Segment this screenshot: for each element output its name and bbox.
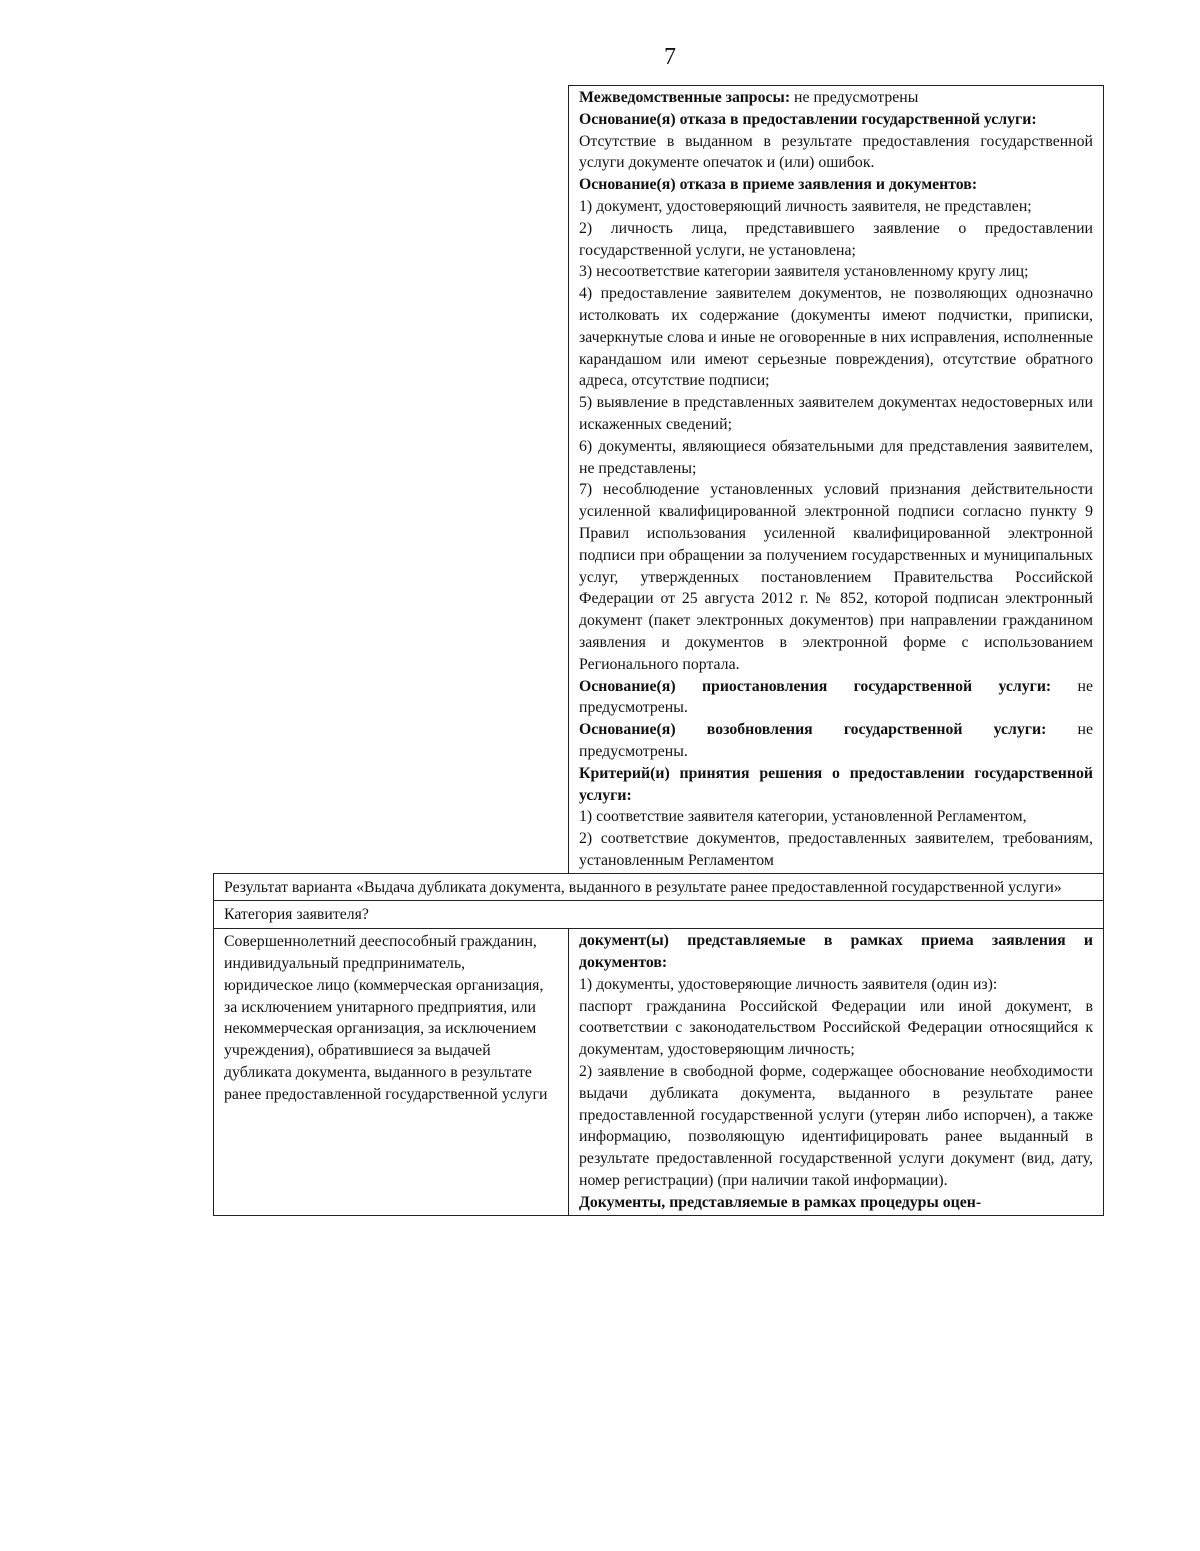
paragraph — [579, 218, 1093, 262]
paragraph-text: 1) документ, удостоверяющий личность заявителя, не представлен; — [579, 197, 1032, 215]
page-number: 7 — [664, 44, 676, 70]
empty-left-cell — [214, 86, 569, 874]
paragraph-heading: Основание(я) отказа в приеме заявления и документов: — [579, 176, 978, 194]
table-row — [214, 901, 1104, 929]
paragraph-text: 1) документы, удостоверяющие личность заявителя (один из): — [579, 975, 998, 993]
paragraph — [579, 763, 1093, 807]
paragraph — [579, 676, 1093, 720]
paragraph-heading: Документы, представляемые в рамках процедуры оцен- — [579, 1193, 982, 1211]
paragraph — [579, 196, 1093, 218]
grounds-list — [579, 87, 1093, 872]
paragraph-text: 1) соответствие заявителя категории, установленной Регламентом, — [579, 808, 1027, 826]
paragraph — [579, 392, 1093, 436]
paragraph — [579, 131, 1093, 175]
paragraph — [579, 1061, 1093, 1192]
paragraph-text: не предусмотрены. — [579, 721, 1093, 760]
paragraph — [579, 996, 1093, 1061]
applicant-category-cell — [214, 929, 569, 1215]
paragraph-text: 2) заявление в свободной форме, содержащее обоснование необходимости выдачи дубликата документа, выданного в результате ранее предоставленной государственной услуги (утерян либо испорчен), а также информацию, позволяющую идентифицировать ранее выданный в результате предоставленной государственной услуги документ (вид, дату, номер регистрации) (при наличии такой информации). — [579, 1063, 1093, 1190]
paragraph — [579, 806, 1093, 828]
paragraph-text: 4) предоставление заявителем документов, не позволяющих однозначно истолковать их содержание (документы имеют подчистки, приписки, зачеркнутые слова и иные не оговоренные в них исправления, исполненные карандашом или имеют серьезные повреждения), отсутствие обратного адреса, отсутствие подписи; — [579, 285, 1093, 390]
paragraph-heading: Основание(я) приостановления государственной услуги: — [579, 677, 1052, 695]
paragraph-text: не предусмотрены — [790, 89, 919, 106]
paragraph-text: не предусмотрены. — [579, 677, 1093, 717]
grounds-cell — [569, 86, 1104, 874]
paragraph — [579, 109, 1093, 131]
paragraph-text: 2) личность лица, представившего заявление о предоставлении государственной услуги, не установлена; — [579, 219, 1093, 259]
table-row — [214, 929, 1104, 1215]
service-variant-table — [213, 85, 1104, 1216]
paragraph — [579, 436, 1093, 480]
paragraph — [579, 174, 1093, 196]
paragraph — [579, 261, 1093, 283]
paragraph-text: Отсутствие в выданном в результате предоставления государственной услуги документе опечаток и (или) ошибок. — [579, 132, 1093, 172]
paragraph-heading: Критерий(и) принятия решения о предоставлении государственной услуги: — [579, 764, 1093, 804]
paragraph — [579, 974, 1093, 996]
paragraph — [579, 828, 1093, 872]
paragraph — [579, 87, 1093, 109]
paragraph — [579, 930, 1093, 974]
paragraph — [579, 1192, 1093, 1214]
paragraph — [579, 479, 1093, 675]
paragraph-heading: документ(ы) представляемые в рамках приема заявления и документов: — [579, 932, 1093, 972]
paragraph-text: 2) соответствие документов, предоставленных заявителем, требованиям, установленным Регламентом — [579, 830, 1093, 869]
documents-list — [579, 930, 1093, 1213]
paragraph-text: 7) несоблюдение установленных условий признания действительности усиленной квалифицированной электронной подписи согласно пункту 9 Правил использования усиленной квалифицированной электронной подписи при обращении за получением государственных и муниципальных услуг, утвержденных постановлением Правительства Российской Федерации от 25 августа 2012 г. № 852, которой подписан электронный документ (пакет электронных документов) при направлении гражданином заявления и документов в электронной форме с использованием Регионального портала. — [579, 481, 1093, 673]
table-row — [214, 873, 1104, 901]
paragraph-heading: Основание(я) возобновления государственной услуги: — [579, 721, 1047, 739]
paragraph — [579, 283, 1093, 392]
applicant-category-text: Совершеннолетний дееспособный гражданин, индивидуальный предприниматель, юридическое лицо (коммерческая организация, за исключением унитарного предприятия, или некоммерческая организация, за исключением учреждения), обратившиеся за выдачей дубликата документа, выданного в результате ранее предоставленной государственной услуги — [224, 933, 548, 1103]
paragraph-heading: Межведомственные запросы: — [579, 89, 791, 106]
paragraph-text: 6) документы, являющиеся обязательными для представления заявителем, не представлены; — [579, 437, 1093, 477]
applicant-category-heading: Категория заявителя? — [214, 901, 1104, 929]
table-row — [214, 86, 1104, 874]
paragraph — [579, 719, 1093, 763]
result-variant-heading: Результат варианта «Выдача дубликата документа, выданного в результате ранее предоставленной государственной услуги» — [214, 873, 1104, 901]
paragraph-text: паспорт гражданина Российской Федерации или иной документ, в соответствии с законодательством Российской Федерации относящийся к документам, удостоверяющим личность; — [579, 997, 1093, 1059]
documents-cell — [569, 929, 1104, 1215]
paragraph-heading: Основание(я) отказа в предоставлении государственной услуги: — [579, 110, 1037, 128]
paragraph-text: 5) выявление в представленных заявителем документах недостоверных или искаженных сведений; — [579, 394, 1093, 433]
paragraph-text: 3) несоответствие категории заявителя установленному кругу лиц; — [579, 263, 1029, 281]
